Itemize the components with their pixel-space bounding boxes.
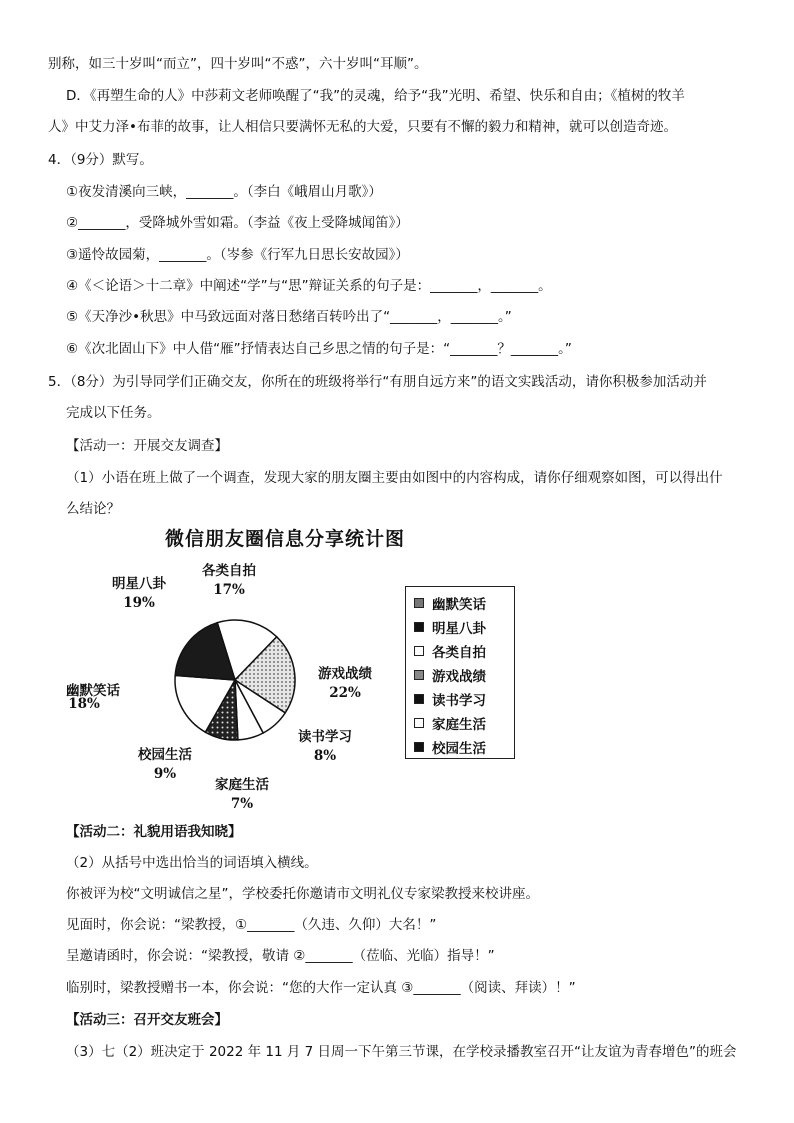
legend-swatch: [414, 622, 424, 632]
legend-item: [414, 735, 514, 759]
activity-1-question: （1）小语在班上做了一个调查，发现大家的朋友圈主要由如图中的内容构成，请你仔细观察如图，可以得出什: [66, 470, 723, 486]
legend-label: 读书学习: [432, 693, 486, 709]
activity-2-blank-1: 见面时，你会说：“梁教授，①_______（久违、久仰）大名！”: [66, 917, 437, 933]
activity-2-heading: 【活动二：礼貌用语我知晓】: [66, 824, 242, 840]
text-line: 人》中艾力泽•布菲的故事，让人相信只要满怀无私的大爱，只要有不懈的毅力和精神，就可以创造奇迹。: [48, 119, 677, 135]
label-reading-value: 8%: [313, 748, 337, 764]
legend-swatch: [414, 742, 424, 752]
legend-label: 明星八卦: [432, 621, 486, 637]
legend-swatch: [414, 646, 424, 656]
legend-item: [414, 591, 514, 615]
legend-item: [414, 639, 514, 663]
activity-2-context: 你被评为校“文明诚信之星”，学校委托你邀请市文明礼仪专家梁教授来校讲座。: [66, 886, 539, 902]
question-4-item-3: ③遥怜故园菊，_______。（岑参《行军九日思长安故园》）: [66, 247, 409, 263]
legend-label: 幽默笑话: [432, 597, 486, 613]
question-4-item-4: ④《＜论语＞十二章》中阐述“学”与“思”辩证关系的句子是：_______，_______。: [66, 278, 552, 294]
activity-2-question: （2）从括号中选出恰当的词语填入横线。: [66, 855, 318, 871]
question-4-item-1: ①夜发清溪向三峡，_______。（李白《峨眉山月歌》）: [66, 184, 382, 200]
question-4-item-5: ⑤《天净沙•秋思》中马致远面对落日愁绪百转吟出了“_______，_______。”: [66, 309, 512, 325]
activity-3-heading: 【活动三：召开交友班会】: [66, 1012, 228, 1028]
label-reading-name: 读书学习: [298, 729, 352, 745]
label-jokes: [66, 682, 120, 714]
legend-label: 家庭生活: [432, 717, 486, 733]
legend-swatch: [414, 670, 424, 680]
label-selfie-value: 17%: [213, 582, 245, 598]
chart-title: 微信朋友圈信息分享统计图: [165, 528, 406, 550]
label-family-name: 家庭生活: [215, 777, 269, 793]
legend-item: [414, 687, 514, 711]
legend-swatch: [414, 718, 424, 728]
question-4-item-2: ②_______，受降城外雪如霜。（李益《夜上受降城闻笛》）: [66, 215, 409, 231]
label-gossip-value: 19%: [123, 595, 155, 611]
label-game-value: 22%: [329, 685, 361, 701]
activity-3-question: （3）七（2）班决定于 2022 年 11 月 7 日周一下午第三节课，在学校录播教室召开“让友谊为青春增色”的班会: [66, 1044, 737, 1060]
option-d-line: D．《再塑生命的人》中莎莉文老师唤醒了“我”的灵魂，给予“我”光明、希望、快乐和自由；《植树的牧羊: [66, 88, 685, 104]
label-game: [318, 665, 372, 703]
activity-1-question-cont: 么结论？: [66, 501, 120, 517]
label-reading: [298, 728, 352, 766]
legend-label: 各类自拍: [432, 645, 486, 661]
legend-swatch: [414, 694, 424, 704]
legend-swatch: [414, 598, 424, 608]
activity-1-heading: 【活动一：开展交友调查】: [66, 438, 228, 454]
legend-item: [414, 663, 514, 687]
activity-2-blank-3: 临别时，梁教授赠书一本，你会说：“您的大作一定认真 ③_______（阅读、拜读）！”: [66, 980, 576, 996]
label-selfie-name: 各类自拍: [202, 563, 256, 579]
legend-label: 游戏战绩: [432, 669, 486, 685]
activity-2-blank-2: 呈邀请函时，你会说：“梁教授，敬请 ②_______（莅临、光临）指导！”: [66, 948, 495, 964]
question-4-title: 4．（9分）默写。: [48, 152, 153, 168]
label-gossip: [112, 575, 166, 613]
label-selfie: [202, 562, 256, 600]
label-jokes-value: 18%: [68, 696, 100, 712]
label-family: [215, 776, 269, 814]
pie-chart-figure: [60, 520, 540, 820]
label-campus: [138, 746, 192, 784]
legend-label: 校园生活: [432, 741, 486, 757]
label-gossip-name: 明星八卦: [112, 576, 166, 592]
question-5-title: 5．（8分）为引导同学们正确交友，你所在的班级将举行“有朋自远方来”的语文实践活动，请你积极参加活动并: [48, 374, 707, 390]
label-game-name: 游戏战绩: [318, 666, 372, 682]
label-family-value: 7%: [230, 796, 254, 812]
legend-item: [414, 615, 514, 639]
chart-legend: [405, 586, 515, 759]
question-4-item-6: ⑥《次北固山下》中人借“雁”抒情表达自己乡思之情的句子是：“_______？_______。”: [66, 341, 572, 357]
label-campus-value: 9%: [153, 766, 177, 782]
question-5-title-cont: 完成以下任务。: [66, 405, 161, 421]
legend-item: [414, 711, 514, 735]
label-campus-name: 校园生活: [138, 747, 192, 763]
text-line: 别称，如三十岁叫“而立”，四十岁叫“不惑”，六十岁叫“耳顺”。: [48, 56, 428, 72]
label-jokes-name: 幽默笑话: [66, 683, 120, 699]
